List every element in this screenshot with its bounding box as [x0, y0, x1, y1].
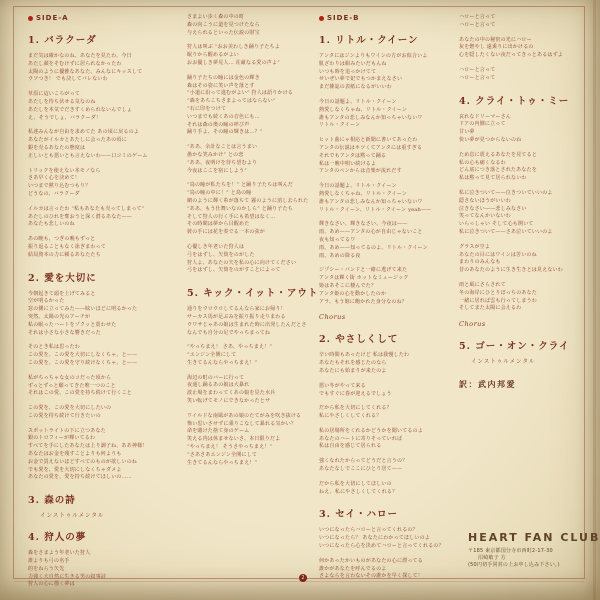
lyric-line: アンタ姫の心を動かしたのか [319, 290, 387, 297]
lyric-stanza [319, 183, 457, 214]
chorus-label: Chorus [319, 313, 346, 322]
lyric-line: この愛を、この愛を守り続けなくちゃ、と—— [28, 359, 138, 366]
lyric-stanza [28, 291, 180, 338]
lyric-line: あなたがイルカとあたしに会ったあの頃に [28, 137, 127, 144]
lyric-line: あなたはお金を残すことよりも何よりも [28, 451, 122, 458]
lyric-line: ハローと言って [459, 74, 496, 81]
lyric-line: 愚かな笑みかけ” との恋 [187, 151, 244, 158]
lyric-line: さよならを言わないその誰かを早く探して！ [319, 573, 424, 580]
lyric-line: 誰もアンタの悲しみなんか知っちゃいないワ [319, 198, 423, 205]
lyric-line: おお優しき夢見人… 荘厳なる愛の声よ” [187, 59, 280, 66]
lyric-stanza [459, 244, 587, 275]
lyric-line: 雨、あめ——アンタの心が自由じゃないこと [319, 229, 423, 236]
lyric-line: 肌ざわりは絹みたいだもんね [319, 60, 387, 67]
lyric-line: あなたもそれを感じたのなら [319, 360, 387, 367]
lyric-line: その時間は夢から目醒めた [187, 221, 250, 228]
lyric-line: 誰もアンタの悲しみなんか知っちゃいないワ [319, 114, 423, 121]
lyric-line: 狩人よ、あなたの矢を私の心に向けてください [187, 259, 297, 266]
lyric-stanza [28, 405, 180, 421]
lyric-stanza [28, 91, 180, 122]
fan-club-address-line: 〒185 東京都国分寺市西町2-17-30 [468, 548, 553, 554]
lyric-stanza [187, 14, 329, 37]
lyric-line: 冬の海岸にひとりぼっちのあなた [459, 289, 538, 296]
lyric-line: それはこの愛、この愛を持ち続けて行くこと [28, 390, 133, 397]
lyric-stanza [459, 14, 587, 30]
lyric-line: でもすぐに春が迎えるでしょう [319, 390, 392, 397]
lyric-stanza [28, 428, 180, 483]
track-subtitle: インストゥルメンタル [471, 359, 536, 366]
lyric-line: 正しいとも悪いとも言えないわ——口コミのゲーム [28, 152, 148, 159]
lyric-line: なんでも自分の足でやっちまってね [187, 329, 271, 336]
lyric-line: 森をさまよう年老いた狩人 [28, 550, 91, 557]
lyric-line: アラ、もう姫に飽かれた身分なのね？ [319, 298, 408, 305]
lyric-line: トリックを使えない本モノなら [28, 167, 101, 174]
lyric-stanza [319, 458, 457, 474]
lyric-line: “石に印をつけて [187, 105, 227, 112]
track-title: 4. 狩人の夢 [28, 532, 87, 544]
lyric-line: だから私を大切にしてくれる？ [319, 405, 392, 412]
lyric-line: “ああ、余計なことは言うまい [187, 144, 258, 151]
lyric-line: アンタのペンからは音楽が流れだす [319, 168, 402, 175]
lyric-line: スポットライトの下に立つあなた [28, 427, 106, 434]
lyric-line: さあ早く心を決めて！ [28, 175, 81, 182]
lyric-line: 突然、太陽の光のアーチが [28, 313, 91, 320]
lyric-line: 海辺の町のバーに行って [187, 374, 245, 381]
lyric-line: あたし顔をそむけずに居られなかったわ [28, 60, 122, 67]
lyric-line: 窓の側に立ってみた——眩いほどに明るかった [28, 306, 138, 313]
lyric-line: 私の居場所をくれるかどうかを聞いてるのよ [319, 427, 424, 434]
lyric-line: “やっちまえ！ そうさやっちまえ！” [187, 444, 273, 451]
lyric-line: いらっしゃい そして心も開いて [459, 221, 534, 228]
lyric-line: ウワサじゃあの娘は生まれた時に出発したんだとさ [187, 321, 307, 328]
lyric-line: 昔のあなたのように生き生きとは見えないわ [459, 267, 564, 274]
lyric-stanza [28, 53, 180, 84]
lyric-line: 与えられるといった伝説の財宝 [187, 29, 260, 36]
lyric-line: 心を隠したくない夜だってきっとあるはずよ [459, 52, 564, 59]
lyric-stanza [187, 375, 329, 406]
lyric-stanza [459, 114, 587, 145]
track-title: 2. やさしくして [319, 334, 399, 346]
lyric-line: 森はその姿に笑い声を落とす [187, 82, 255, 89]
lyric-line: 笑ってなんかいないわ [459, 213, 512, 220]
lyric-line: アンタは輝く街 ホットなミュージック [319, 275, 409, 282]
lyric-stanza [187, 413, 329, 468]
lyric-line: “鳥の瞳の中に！” と鳥の瞳 [187, 190, 252, 197]
lyric-line: イルカは言ったわ “私もあなたも売ってしまって” [28, 205, 145, 212]
lyric-stanza [459, 67, 587, 83]
lyric-stanza [28, 550, 180, 589]
lyric-line: この愛を、この愛を大切にしなくちゃ、と—— [28, 352, 138, 359]
lyric-line: あなたなしでここにひとり居て—— [319, 466, 403, 473]
lyric-stanza [319, 405, 457, 421]
track-title: 5. キック・イット・アウト [187, 288, 319, 300]
lyric-line: この愛を、この愛を大切にしたいの [28, 405, 112, 412]
lyric-line: 力強く大自然に生きる男の叙事詩 [28, 573, 107, 580]
lyric-stanza [319, 428, 457, 451]
lyric-line: 辛い時間もあったけど 私は我慢したわ [319, 352, 410, 359]
lyric-line: まだ気は確かなのね、あなたを見たわ、今日 [28, 53, 132, 59]
lyric-line: え、そうでしょ、バラクーダ！ [28, 114, 102, 121]
lyric-line: でも愛を、愛を大切にしなくちゃダメよ [28, 466, 122, 473]
fan-club-box [468, 531, 600, 569]
lyric-line: ハローと言って [459, 14, 496, 20]
lyric-line: ハローと言って [459, 21, 496, 28]
lyric-line: 彼の手には花を奏でる一本の弦が [187, 229, 266, 236]
lyric-line: 生きてるんならやっちまえ！” [187, 459, 258, 466]
fan-club-address-line: 沼崎敏子 方 [478, 555, 506, 561]
lyric-stanza [319, 383, 457, 399]
lyric-line: 太陽のように優雅なあなた、みんなにキッスして [28, 68, 143, 75]
lyric-line: ずっとずっと願ってきた唯一つのこと [28, 382, 116, 389]
side-header [28, 14, 180, 22]
lyric-stanza [187, 144, 329, 175]
lyric-line: “ああ、夜明けを待ち望むより [187, 159, 258, 166]
lyric-line: あの晩も、つぎの晩もずっと [28, 236, 96, 243]
lyric-stanza [28, 129, 180, 160]
lyric-stanza [319, 53, 457, 92]
lyric-line: そのとき私は思ったわ [28, 344, 81, 351]
lyric-stanza [459, 37, 587, 60]
lyric-line: 的をねらう矢先 [28, 565, 65, 572]
paper-fold-line [593, 0, 596, 600]
lyric-line: 踊り子たちの瞳には金色の輝き [187, 74, 260, 81]
lyric-line: 波止場をまわってくあの娘を見た水兵 [187, 390, 276, 397]
lyric-line: 雨、あめの降る夜 [319, 252, 361, 259]
lyric-stanza [28, 206, 180, 229]
track-title: 3. セイ・ハロー [319, 509, 398, 521]
lyric-line: 生きてるんならやっちまえ！” [187, 359, 258, 366]
lyric-line: “森をあちこちさまよってはならない” [187, 98, 276, 105]
lyric-line: いつになったら心を決めてハローと言ってくれるの？ [319, 543, 444, 550]
lyric-line: ジプシー・バンドと一緒に逃げて来た [319, 267, 408, 274]
lyric-line: どん底につき落とされたあなたを [459, 167, 537, 174]
lyric-line: “エンジン全開にして [187, 352, 237, 359]
lyric-line: 踊り手よ、その瞳の輝きは…？” [187, 129, 263, 136]
lyric-line: 夜も知ってるワ [319, 236, 356, 243]
lyric-line: サーカス馬が足ぶみを振り振り走りまわる [187, 313, 286, 320]
lyric-line: ウソつき！ でも決してバレないわ [28, 76, 108, 83]
lyric-stanza [319, 527, 457, 550]
lyric-line: 森の向こうに道を見つけたなら [187, 21, 260, 28]
lyric-line: あたしのひれを奪おうと深く潜るあなた—— [28, 213, 133, 220]
lyric-line: 哀れなドリーマーさん [459, 113, 512, 120]
lyric-line: 灰を燃やし 遠乗りに出かけるの [459, 44, 534, 51]
lyric-stanza [319, 99, 457, 130]
lyric-line: 私は一晩中唄い続けるよ [319, 160, 377, 167]
lyric-line: 草原に這いころがって [28, 91, 81, 98]
lyric-line: すべてを手にしたあなたは上り調子ね、ああ神様！ [28, 443, 148, 450]
lyric-stanza [319, 221, 457, 260]
lyric-line: 何かあったかいものがあなたの心に漂ってる [319, 557, 423, 564]
lyric-line: リトル・クイーン、リトル・クイーン yeah—— [319, 206, 432, 213]
lyric-line: 狩人の心に描く夢は [28, 581, 75, 588]
lyric-line: “さあさあエンジン全開にして [187, 451, 258, 458]
lyric-line: 私は自由を感じて居られる [319, 443, 382, 450]
lyric-stanza [459, 190, 587, 237]
lyric-line: さまよい歩く森の中の町 [187, 14, 245, 20]
lyric-line: ワイルドな南風があの娘のたてがみを吹き抜ける [187, 412, 302, 419]
lyric-line: いつになったら？ あなたにわかってほしいのよ [319, 535, 430, 542]
lyric-line: いつも時を追っかけてて [319, 68, 377, 75]
lyric-stanza [187, 182, 329, 237]
side-bullet-icon [28, 16, 33, 21]
lyric-line: 私がちっちゃな女のコだった頃から [28, 374, 112, 381]
lyric-line: 熱愛しなくちゃね、リトル・クイーン [319, 106, 408, 113]
lyric-line: あなたの目にはワインは苦いのね [459, 251, 537, 258]
lyric-line: いつになったらハローと言ってくれるの？ [319, 527, 418, 534]
lyric-line: 熱愛しなくちゃね、リトル・クイーン [319, 190, 408, 197]
lyric-column-side-a-2 [187, 14, 329, 474]
track-title: 2. 愛を大切に [28, 272, 97, 284]
lyric-line: グラスが空よ [459, 243, 491, 250]
lyric-line: 私にやさしくしてくれる？ [319, 413, 382, 420]
lyric-stanza [187, 344, 329, 367]
track-title: 4. クライ・トゥ・ミー [459, 95, 570, 107]
lyric-line: 結局資本の力に頼るあなたたち [28, 251, 101, 258]
lyric-line: ドアの内側に立って [459, 121, 506, 128]
lyric-line: 心優しき年老いた狩人は [187, 243, 245, 250]
lyric-stanza [187, 244, 329, 275]
lyric-line: 弓をはずし、矢筒をのがした [187, 251, 255, 258]
chorus-label: Chorus [459, 320, 486, 329]
lyric-line: 弓をはずし、矢筒をのがすことによって [187, 267, 281, 274]
lyric-line: 今朝起きて頭を上げてみると [28, 290, 96, 297]
side-header [319, 14, 457, 22]
track-title: 1. リトル・クイーン [319, 35, 419, 46]
lyric-line: あなたの愛を、愛を持ち続けてほしいの…… [28, 474, 133, 481]
lyric-stanza [187, 44, 329, 67]
lyric-line: この愛を持ち続けて行きたいの [28, 412, 101, 419]
page-number-marker: 2 [299, 574, 307, 582]
lyric-line: 網のように輝く糸が落ちて 霧のように消し去られた [187, 197, 309, 204]
translator-credit: 訳：武内邦愛 [459, 379, 516, 390]
lyric-line: 私の心も痛くなるわ [459, 159, 506, 166]
lyric-stanza [319, 558, 457, 581]
lyric-line: 誰かがあなたを呼んでるのよ [319, 565, 387, 572]
lyric-line: 眠りから醒めるがよい [187, 52, 240, 59]
track-title: 5. ゴー・オン・クライ [459, 341, 570, 353]
lyric-line: 今日の話題よ、リトル・クイーン [319, 98, 397, 105]
lyric-line: 私達みんなが自由を求めてた あの頃に戻るのよ [28, 129, 139, 136]
lyric-line: 雨と風にさらされて [459, 281, 506, 288]
lyric-line: “ああ、もう仕舞いなのかしら” と踊り子たち [187, 205, 293, 212]
lyric-line: 姫はあそこに棲んでた？ [319, 282, 377, 289]
lyric-line: 私は黙って見て居られないわ [459, 175, 527, 182]
lyric-line: 泣きなさい——悲しみなさい [459, 205, 527, 212]
lyric-line: 甘い夢 [459, 129, 475, 136]
lyric-line: それは小さな小さな響きだった [28, 329, 101, 336]
lyric-line: それは森の奥の瞳の呼び声 [187, 121, 250, 128]
lyric-stanza [28, 236, 180, 259]
fan-club-address-line: (50円切手同封の上お申し込み下さい。) [468, 562, 560, 568]
lyric-line: 狩人は叫ぶ “おお美わしき踊り子たちよ [187, 44, 280, 51]
lyric-line: 悪い冬がやって来る [319, 382, 366, 389]
lyric-line: アンタの伝説はキツくてアンタには重すぎる [319, 144, 423, 151]
lyric-line: あなたにも始まりが来たのよ [319, 367, 387, 374]
lyric-line: あたしを本気でだきすくめられないんでしょ [28, 106, 133, 113]
lyric-line: せいぜい夢で妃でもつかまえなさい [319, 76, 403, 83]
lyric-stanza [187, 306, 329, 337]
lyric-line: “小道に沿って進むがよい” 狩人は語りかける [187, 90, 294, 97]
lyric-stanza [28, 168, 180, 199]
lyric-line: 今日の話題よ、リトル・クイーン [319, 183, 397, 190]
lyric-column-side-b-1 [319, 14, 457, 588]
lyric-line: そして狩人の行く手にも希望はなく… [187, 213, 276, 220]
lyric-line: 私に泣きついて——泣きついていいのよ [459, 189, 553, 196]
lyric-line: “やっちまえ！ さあ、やっちまえ！” [187, 344, 273, 351]
lyric-line: 輝きなさい、輝きなさい、今夜は—— [319, 221, 408, 228]
lyric-stanza [187, 75, 329, 137]
side-label: SIDE-B [327, 14, 360, 22]
lyric-stanza [459, 282, 587, 313]
lyric-line: いつまでも続くあの音色にも… [187, 113, 260, 120]
lyric-line: ねえ、私にやさしくしてくれる？ [319, 488, 398, 495]
track-subtitle: インストゥルメンタル [40, 513, 105, 520]
side-label: SIDE-A [36, 14, 69, 22]
side-bullet-icon [319, 16, 324, 21]
lyric-line: 快い夢が見つからないのね [459, 136, 522, 143]
lyric-line: 今夜はここを宿にしよう” [187, 167, 247, 174]
lyric-line: 通りをウロウロしてるんなら家にお帰り！ [187, 306, 286, 313]
lyric-stanza [319, 352, 457, 375]
lyric-line: 私に泣きついて——さあ泣いていいのよ [459, 228, 553, 235]
lyric-line: リトル・クイーン [319, 122, 361, 129]
lyric-line: そしてまた太陽に会えるわ [459, 305, 522, 312]
lyric-line: 雨、あめ——知ってるのよ、リトル・クイーン [319, 244, 428, 251]
lyric-column-side-b-2 [459, 14, 587, 390]
lyric-line: ヒット曲にゃ相応と新聞に書いてあったわ [319, 137, 418, 144]
lyric-line: アンタにはジンよりもワインの方がお似合いよ [319, 53, 428, 59]
lyric-line: いつまで黙り込むつもり？ [28, 183, 91, 190]
lyric-column-side-a-1 [28, 14, 180, 596]
lyric-stanza [28, 375, 180, 398]
lyric-line: あたしを待ち伏せる気なのね [28, 98, 96, 105]
lyric-stanza [319, 267, 457, 306]
lyric-stanza [459, 152, 587, 183]
lyric-line: だから私を大切にしてほしいの [319, 480, 392, 487]
lyric-line: あなたも悲しいのね [28, 221, 75, 228]
lyric-line: 強くなれたからってどうだと言うの？ [319, 458, 408, 465]
lyric-line: 笑える内は休ませないさ、本日限りだよ [187, 436, 281, 443]
lyric-line: 誰よりも弓の名手 [28, 558, 70, 565]
lyric-line: どうなの、バラクーダ [28, 190, 80, 197]
fan-club-title: HEART FAN CLUB [468, 531, 600, 544]
lyric-line: あなたの中の秘密の光にハロー [459, 36, 532, 43]
lyric-line: それでもアンタは黙って踊る [319, 152, 387, 159]
lyric-stanza [319, 481, 457, 497]
lyric-line: 隠さないほうがいいわ [459, 197, 512, 204]
lyric-line: 私の眠ったハートをゾクッと震わせた [28, 321, 117, 328]
lyric-line: 怖い思いさせずに乗りこなして暴れる気かい？ [187, 420, 297, 427]
track-title: 1. バラクーダ [28, 35, 97, 46]
lyric-line: 銀を売るあなたの態度は [28, 144, 86, 151]
lyric-line: 命を賭けた捨て身のゲーム [187, 428, 250, 435]
track-title: 3. 森の詩 [28, 495, 76, 507]
lyric-line: 空が明るかった [28, 298, 65, 305]
lyric-line: 振り返ることもなく泳ぎまわって [28, 243, 106, 250]
lyric-line: あなたのハートに寄りそっていれば [319, 435, 403, 442]
lyric-line: まだ雑誌の表紙になるがいいわ [319, 84, 392, 91]
lyric-line: お金で買えないほどすべてのものが欲しいのね [28, 458, 138, 465]
lyric-line: “鳥の瞳が私たちを！” と踊り子たちは叫んだ [187, 182, 294, 189]
lyric-stanza [28, 344, 180, 367]
lyric-line: ため息に震えるあなたを見てると [459, 151, 538, 158]
lyric-line: 一緒に居れば雲も行ってしまうわ [459, 297, 538, 304]
lyric-line: 銀のトロフィーが輝いてるわ [28, 435, 96, 442]
lyric-line: まわりのみんなも [459, 259, 501, 266]
lyric-line: ハローと言って [459, 66, 496, 73]
lyric-line: 夜通し踊るあの娘は大暴れ [187, 382, 250, 389]
lyric-stanza [319, 137, 457, 176]
lyric-line: 笑い転げてモノにできなかったとサ [187, 398, 271, 405]
